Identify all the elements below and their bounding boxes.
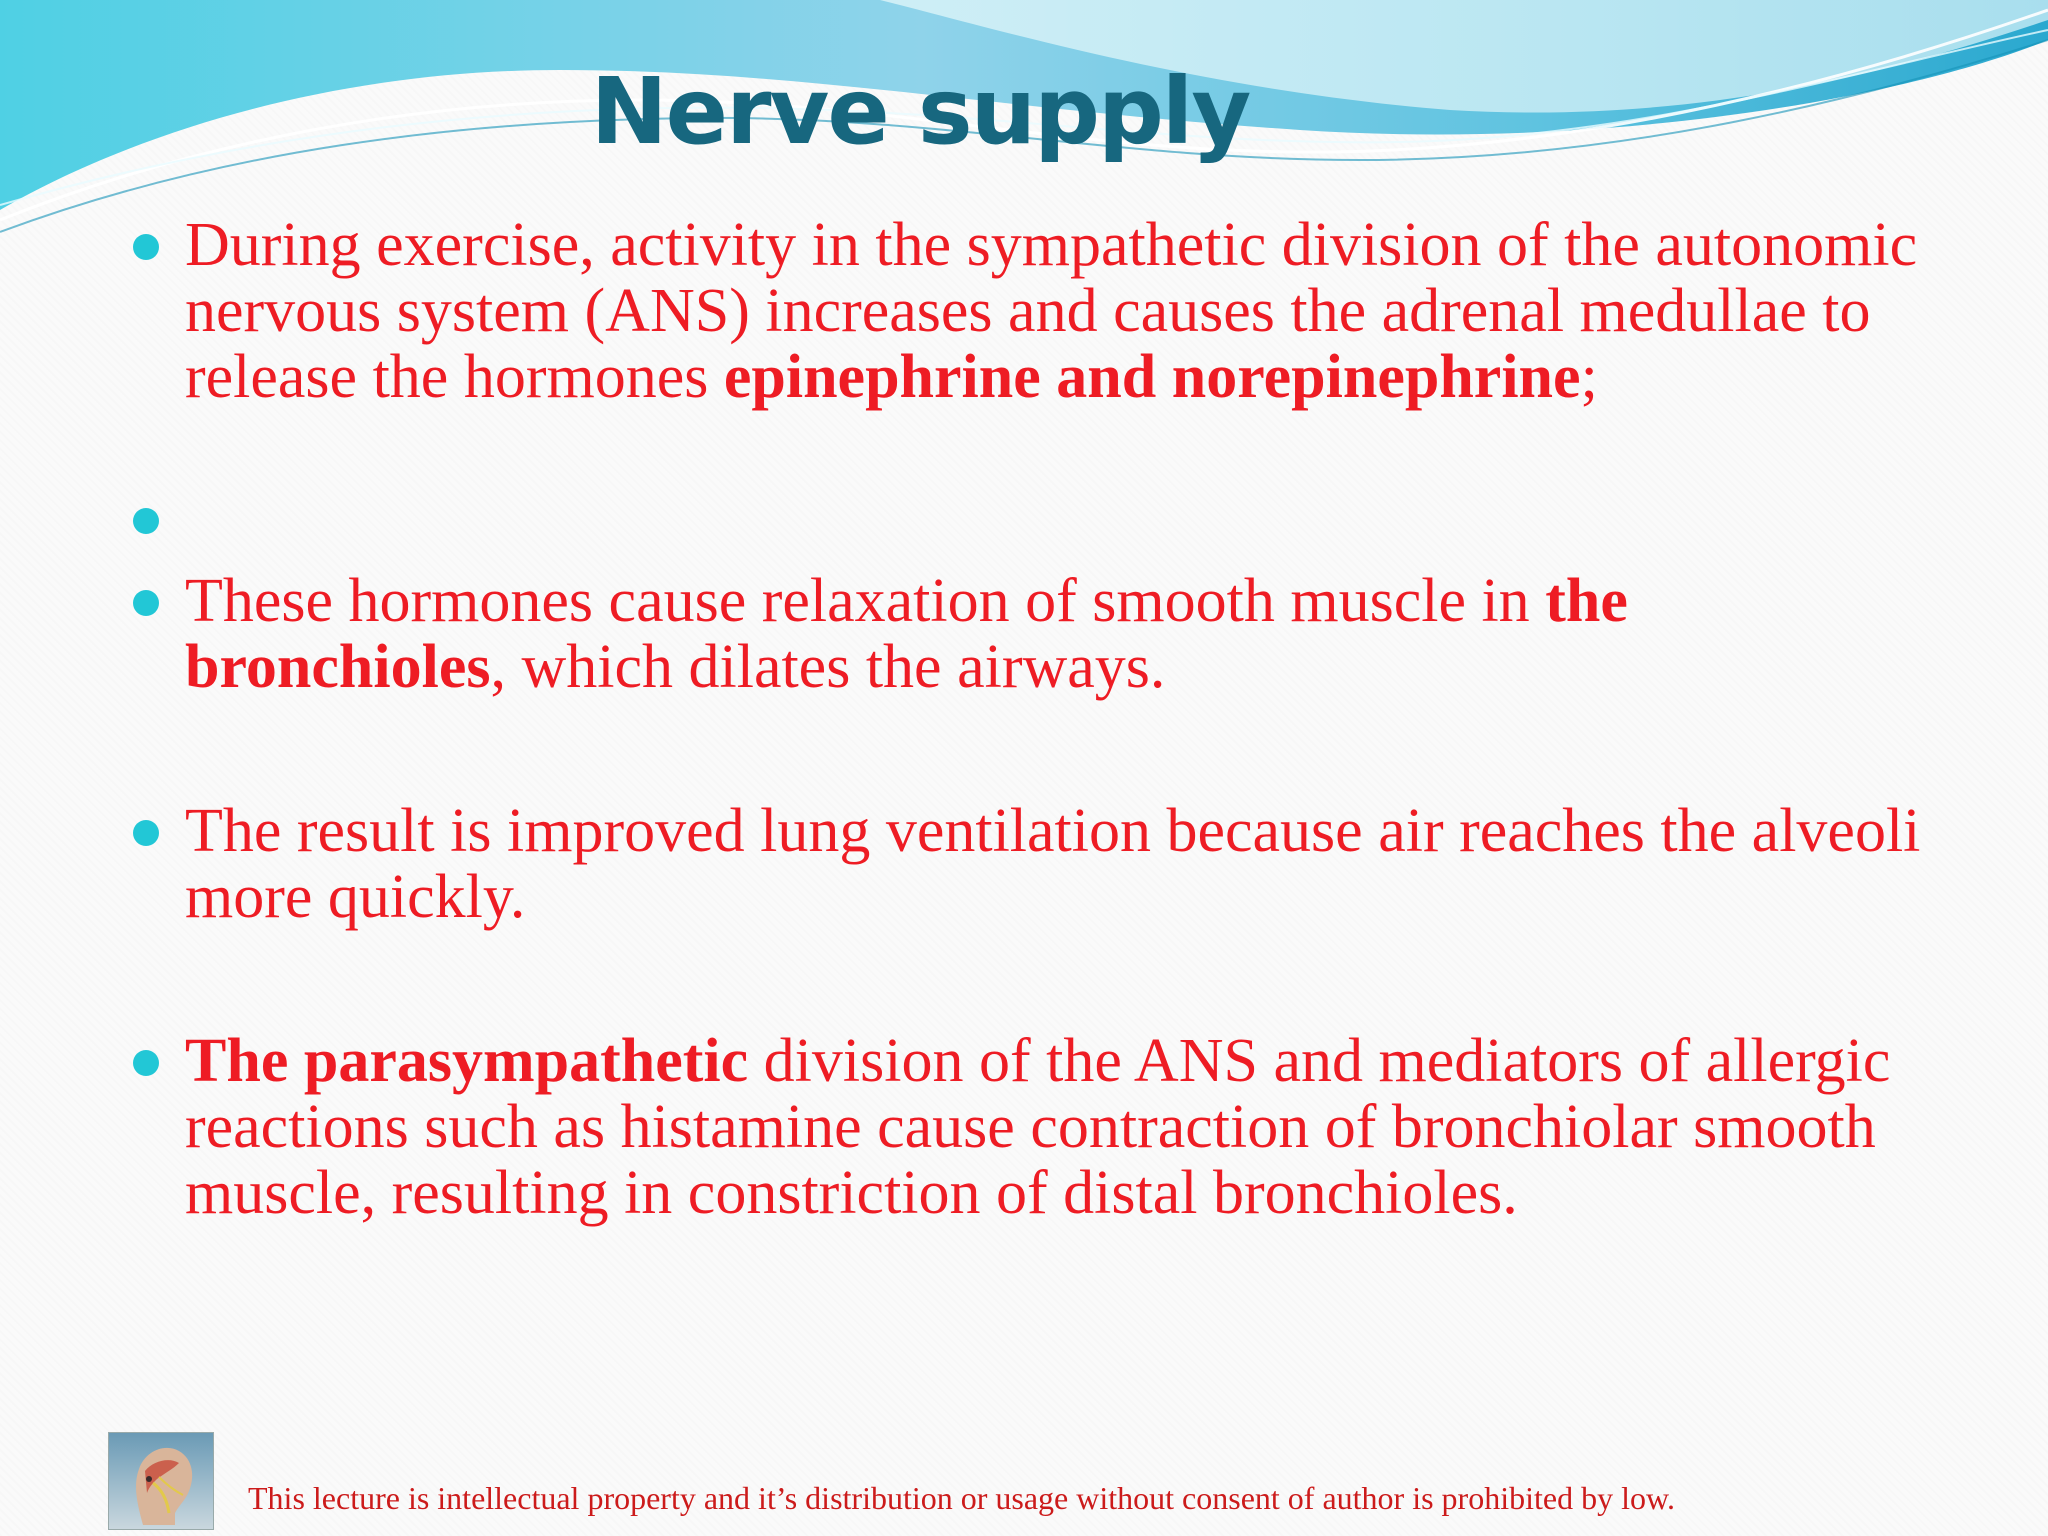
bullet-marker-icon bbox=[133, 590, 159, 616]
bullet-bold-text: the bronchioles bbox=[185, 567, 1628, 701]
bullet-marker-icon bbox=[133, 508, 159, 534]
bullet-item bbox=[185, 568, 1925, 700]
bullet-text: division of the ANS and mediators of allergic reactions such as histamine cause contraction of bronchiolar smooth muscle, resulting in constriction of distal bronchioles. bbox=[185, 1027, 1891, 1227]
bullet-bold-text: epinephrine and norepinephrine bbox=[723, 343, 1581, 411]
bullet-item bbox=[185, 1028, 1925, 1226]
bullet-bold-text: The parasympathetic bbox=[185, 1027, 749, 1095]
bullet-text: , which dilates the airways. bbox=[490, 633, 1166, 701]
bullet-item bbox=[185, 212, 1925, 410]
copyright-notice: This lecture is intellectual property and it’s distribution or usage without consent of author is prohibited by low. bbox=[248, 1480, 1675, 1516]
bullet-text: During exercise, activity in the sympathetic division of the autonomic nervous system (ANS) increases and causes the adrenal medullae to release the hormones bbox=[185, 211, 1918, 411]
bullet-text: The result is improved lung ventilation because air reaches the alveoli more quickly. bbox=[185, 797, 1921, 931]
bullet-marker-icon bbox=[133, 820, 159, 846]
bullet-item bbox=[185, 798, 1925, 930]
bullet-text: ; bbox=[1580, 343, 1598, 411]
bullet-marker-icon bbox=[133, 234, 159, 260]
slide-title: Nerve supply bbox=[590, 58, 1250, 165]
bullet-marker-icon bbox=[133, 1050, 159, 1076]
anatomy-head-thumbnail-icon bbox=[108, 1432, 214, 1530]
bullet-text: These hormones cause relaxation of smooth muscle in bbox=[185, 567, 1546, 635]
